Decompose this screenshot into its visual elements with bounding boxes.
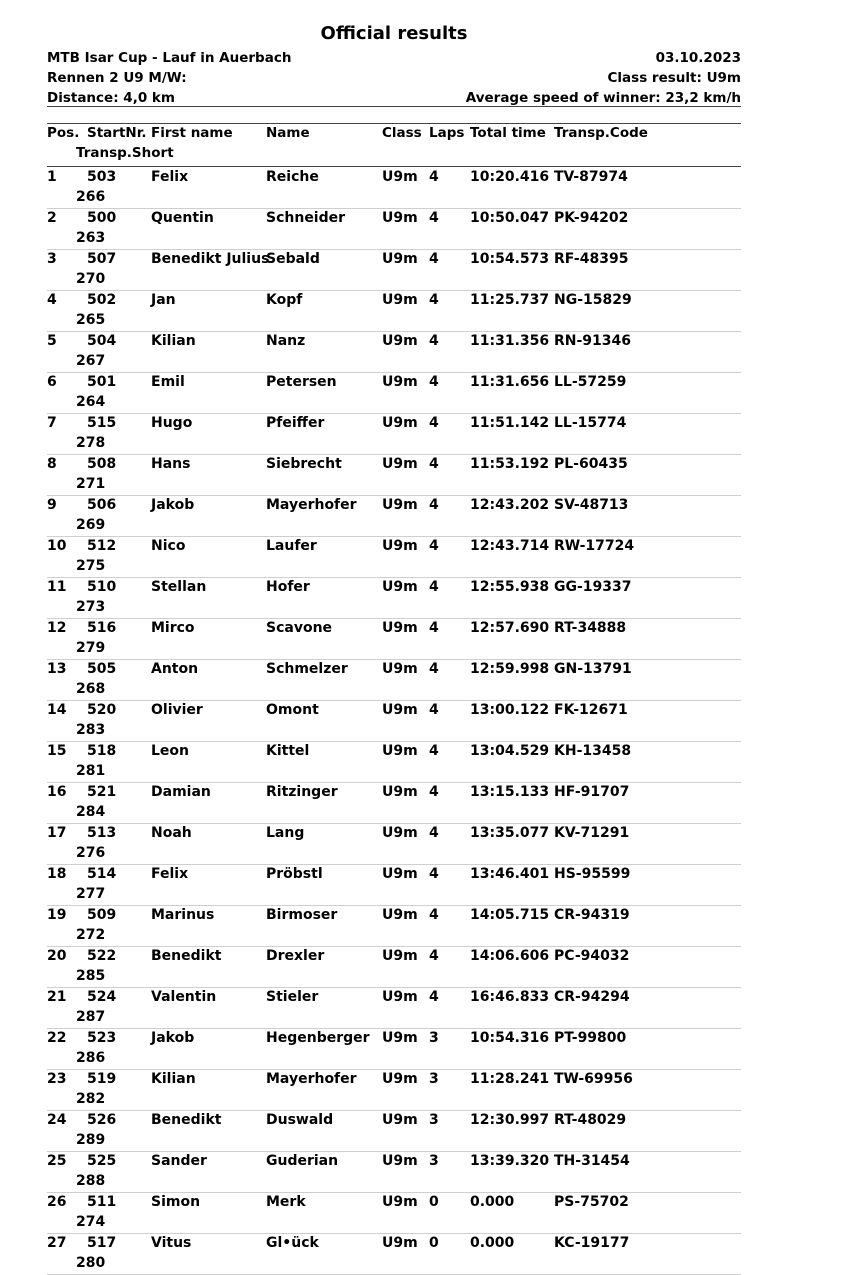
- row-first-name: Emil: [151, 374, 185, 390]
- row-start-number: 508: [87, 456, 117, 472]
- row-transp-code: HS-95599: [554, 866, 631, 882]
- row-class: U9m: [382, 1194, 418, 1210]
- column-header: [47, 123, 741, 168]
- event-info-right: [466, 48, 741, 108]
- race-distance: Distance: 4,0 km: [47, 90, 175, 106]
- row-name: Sebald: [266, 251, 320, 267]
- row-transp-short: 270: [76, 271, 106, 287]
- row-first-name: Noah: [151, 825, 192, 841]
- row-class: U9m: [382, 579, 418, 595]
- row-position: 10: [47, 538, 67, 554]
- row-position: 11: [47, 579, 67, 595]
- row-laps: 3: [429, 1071, 439, 1087]
- row-first-name: Valentin: [151, 989, 217, 1005]
- row-transp-short: 287: [76, 1009, 106, 1025]
- row-laps: 4: [429, 579, 439, 595]
- row-position: 14: [47, 702, 67, 718]
- table-row: [47, 619, 741, 660]
- col-pos: Pos.: [47, 125, 80, 141]
- row-transp-short: 274: [76, 1214, 106, 1230]
- row-name: Pröbstl: [266, 866, 323, 882]
- row-total-time: 11:51.142: [470, 415, 550, 431]
- row-name: Drexler: [266, 948, 325, 964]
- row-first-name: Hugo: [151, 415, 193, 431]
- row-transp-code: GN-13791: [554, 661, 632, 677]
- row-transp-short: 264: [76, 394, 106, 410]
- row-total-time: 11:31.356: [470, 333, 550, 349]
- row-laps: 3: [429, 1030, 439, 1046]
- row-class: U9m: [382, 210, 418, 226]
- row-class: U9m: [382, 907, 418, 923]
- row-laps: 0: [429, 1194, 439, 1210]
- row-position: 22: [47, 1030, 67, 1046]
- row-first-name: Benedikt: [151, 948, 222, 964]
- row-laps: 4: [429, 948, 439, 964]
- row-transp-short: 283: [76, 722, 106, 738]
- row-transp-short: 280: [76, 1255, 106, 1271]
- col-name: Name: [266, 125, 310, 141]
- row-first-name: Benedikt: [151, 1112, 222, 1128]
- row-name: Scavone: [266, 620, 333, 636]
- row-total-time: 13:04.529: [470, 743, 550, 759]
- row-name: Merk: [266, 1194, 306, 1210]
- row-transp-code: TH-31454: [554, 1153, 630, 1169]
- row-name: Schmelzer: [266, 661, 348, 677]
- table-row: [47, 373, 741, 414]
- row-transp-code: FK-12671: [554, 702, 628, 718]
- row-transp-short: 271: [76, 476, 106, 492]
- row-start-number: 522: [87, 948, 117, 964]
- col-startnr: StartNr.: [87, 125, 147, 141]
- table-row: [47, 783, 741, 824]
- row-start-number: 513: [87, 825, 117, 841]
- row-start-number: 521: [87, 784, 117, 800]
- row-transp-code: NG-15829: [554, 292, 632, 308]
- row-laps: 4: [429, 743, 439, 759]
- row-transp-code: KH-13458: [554, 743, 632, 759]
- race-name: Rennen 2 U9 M/W:: [47, 70, 187, 86]
- row-class: U9m: [382, 825, 418, 841]
- row-total-time: 14:06.606: [470, 948, 550, 964]
- row-total-time: 12:30.997: [470, 1112, 550, 1128]
- row-total-time: 10:54.316: [470, 1030, 550, 1046]
- row-position: 19: [47, 907, 67, 923]
- row-total-time: 0.000: [470, 1235, 515, 1251]
- row-first-name: Quentin: [151, 210, 214, 226]
- row-class: U9m: [382, 1030, 418, 1046]
- col-laps: Laps: [429, 125, 465, 141]
- row-first-name: Stellan: [151, 579, 207, 595]
- row-laps: 3: [429, 1112, 439, 1128]
- row-transp-short: 278: [76, 435, 106, 451]
- row-transp-code: PC-94032: [554, 948, 630, 964]
- row-name: Siebrecht: [266, 456, 342, 472]
- row-first-name: Jan: [151, 292, 176, 308]
- row-total-time: 10:54.573: [470, 251, 550, 267]
- table-row: [47, 824, 741, 865]
- row-start-number: 516: [87, 620, 117, 636]
- row-position: 16: [47, 784, 67, 800]
- row-name: Guderian: [266, 1153, 339, 1169]
- table-row: [47, 537, 741, 578]
- row-transp-short: 265: [76, 312, 106, 328]
- row-start-number: 507: [87, 251, 117, 267]
- row-transp-short: 282: [76, 1091, 106, 1107]
- row-position: 2: [47, 210, 57, 226]
- table-row: [47, 1152, 741, 1193]
- row-position: 25: [47, 1153, 67, 1169]
- row-class: U9m: [382, 1071, 418, 1087]
- row-name: Schneider: [266, 210, 346, 226]
- row-transp-code: LL-15774: [554, 415, 627, 431]
- row-total-time: 13:35.077: [470, 825, 550, 841]
- row-start-number: 510: [87, 579, 117, 595]
- row-position: 6: [47, 374, 57, 390]
- row-start-number: 520: [87, 702, 117, 718]
- row-transp-code: PK-94202: [554, 210, 629, 226]
- row-start-number: 512: [87, 538, 117, 554]
- row-laps: 4: [429, 538, 439, 554]
- row-position: 24: [47, 1112, 67, 1128]
- row-class: U9m: [382, 1153, 418, 1169]
- row-class: U9m: [382, 333, 418, 349]
- page-title: Official results: [320, 23, 468, 44]
- row-transp-short: 266: [76, 189, 106, 205]
- row-laps: 4: [429, 292, 439, 308]
- row-position: 20: [47, 948, 67, 964]
- row-transp-code: PS-75702: [554, 1194, 629, 1210]
- row-position: 15: [47, 743, 67, 759]
- row-laps: 4: [429, 661, 439, 677]
- row-name: Laufer: [266, 538, 317, 554]
- row-transp-code: HF-91707: [554, 784, 630, 800]
- row-total-time: 12:43.202: [470, 497, 550, 513]
- row-first-name: Anton: [151, 661, 199, 677]
- row-class: U9m: [382, 661, 418, 677]
- row-transp-short: 275: [76, 558, 106, 574]
- row-position: 3: [47, 251, 57, 267]
- event-header: [47, 46, 741, 107]
- row-total-time: 16:46.833: [470, 989, 550, 1005]
- row-first-name: Kilian: [151, 1071, 196, 1087]
- row-laps: 4: [429, 989, 439, 1005]
- table-row: [47, 660, 741, 701]
- row-start-number: 519: [87, 1071, 117, 1087]
- row-transp-code: GG-19337: [554, 579, 632, 595]
- row-transp-short: 279: [76, 640, 106, 656]
- row-start-number: 515: [87, 415, 117, 431]
- row-name: Pfeiffer: [266, 415, 325, 431]
- row-transp-code: SV-48713: [554, 497, 629, 513]
- row-name: Mayerhofer: [266, 1071, 357, 1087]
- row-class: U9m: [382, 251, 418, 267]
- row-total-time: 11:31.656: [470, 374, 550, 390]
- row-total-time: 10:50.047: [470, 210, 550, 226]
- row-laps: 4: [429, 620, 439, 636]
- row-name: Omont: [266, 702, 319, 718]
- row-total-time: 12:59.998: [470, 661, 550, 677]
- row-total-time: 12:43.714: [470, 538, 550, 554]
- event-date: 03.10.2023: [655, 50, 741, 66]
- row-laps: 4: [429, 825, 439, 841]
- row-transp-code: TV-87974: [554, 169, 628, 185]
- table-row: [47, 701, 741, 742]
- row-name: Birmoser: [266, 907, 338, 923]
- table-row: [47, 414, 741, 455]
- row-first-name: Jakob: [151, 1030, 195, 1046]
- row-transp-code: PT-99800: [554, 1030, 627, 1046]
- row-class: U9m: [382, 620, 418, 636]
- row-first-name: Felix: [151, 169, 189, 185]
- row-start-number: 514: [87, 866, 117, 882]
- row-first-name: Felix: [151, 866, 189, 882]
- table-row: [47, 1111, 741, 1152]
- row-laps: 4: [429, 251, 439, 267]
- row-start-number: 509: [87, 907, 117, 923]
- row-transp-code: TW-69956: [554, 1071, 633, 1087]
- row-transp-short: 284: [76, 804, 106, 820]
- row-start-number: 525: [87, 1153, 117, 1169]
- row-position: 27: [47, 1235, 67, 1251]
- row-total-time: 0.000: [470, 1194, 515, 1210]
- row-position: 8: [47, 456, 57, 472]
- row-name: Stieler: [266, 989, 319, 1005]
- table-row: [47, 1070, 741, 1111]
- row-transp-short: 272: [76, 927, 106, 943]
- results-table: [47, 168, 741, 1275]
- winner-average-speed: Average speed of winner: 23,2 km/h: [465, 90, 741, 106]
- row-transp-code: KC-19177: [554, 1235, 630, 1251]
- row-position: 21: [47, 989, 67, 1005]
- row-transp-code: RT-48029: [554, 1112, 627, 1128]
- row-class: U9m: [382, 497, 418, 513]
- row-first-name: Mirco: [151, 620, 195, 636]
- row-transp-short: 289: [76, 1132, 106, 1148]
- row-laps: 3: [429, 1153, 439, 1169]
- col-transp-code: Transp.Code: [554, 125, 648, 141]
- row-class: U9m: [382, 374, 418, 390]
- row-name: Duswald: [266, 1112, 334, 1128]
- col-total-time: Total time: [470, 125, 546, 141]
- row-name: Nanz: [266, 333, 306, 349]
- row-total-time: 11:53.192: [470, 456, 550, 472]
- row-position: 4: [47, 292, 57, 308]
- row-total-time: 13:00.122: [470, 702, 550, 718]
- row-class: U9m: [382, 948, 418, 964]
- row-position: 12: [47, 620, 67, 636]
- row-first-name: Leon: [151, 743, 190, 759]
- row-position: 1: [47, 169, 57, 185]
- row-first-name: Marinus: [151, 907, 215, 923]
- row-class: U9m: [382, 456, 418, 472]
- row-class: U9m: [382, 989, 418, 1005]
- table-row: [47, 1029, 741, 1070]
- class-result: Class result: U9m: [607, 70, 741, 86]
- row-laps: 4: [429, 784, 439, 800]
- row-start-number: 503: [87, 169, 117, 185]
- row-start-number: 502: [87, 292, 117, 308]
- table-row: [47, 1234, 741, 1275]
- row-name: Hegenberger: [266, 1030, 370, 1046]
- row-laps: 4: [429, 169, 439, 185]
- row-transp-short: 285: [76, 968, 106, 984]
- row-total-time: 11:28.241: [470, 1071, 550, 1087]
- row-total-time: 11:25.737: [470, 292, 550, 308]
- row-transp-short: 276: [76, 845, 106, 861]
- row-name: Kopf: [266, 292, 303, 308]
- row-class: U9m: [382, 1235, 418, 1251]
- table-row: [47, 455, 741, 496]
- table-row: [47, 496, 741, 537]
- row-position: 17: [47, 825, 67, 841]
- col-first-name: First name: [151, 125, 233, 141]
- row-position: 7: [47, 415, 57, 431]
- row-total-time: 10:20.416: [470, 169, 550, 185]
- row-total-time: 12:55.938: [470, 579, 550, 595]
- row-start-number: 518: [87, 743, 117, 759]
- row-position: 26: [47, 1194, 67, 1210]
- row-start-number: 505: [87, 661, 117, 677]
- row-transp-code: PL-60435: [554, 456, 628, 472]
- row-transp-short: 277: [76, 886, 106, 902]
- row-first-name: Hans: [151, 456, 191, 472]
- row-transp-code: CR-94294: [554, 989, 630, 1005]
- results-sheet: [47, 22, 741, 1275]
- row-position: 23: [47, 1071, 67, 1087]
- row-start-number: 504: [87, 333, 117, 349]
- event-name: MTB Isar Cup - Lauf in Auerbach: [47, 50, 292, 66]
- row-total-time: 12:57.690: [470, 620, 550, 636]
- table-row: [47, 291, 741, 332]
- table-row: [47, 906, 741, 947]
- row-transp-code: LL-57259: [554, 374, 627, 390]
- row-transp-code: RN-91346: [554, 333, 632, 349]
- table-row: [47, 988, 741, 1029]
- row-transp-short: 267: [76, 353, 106, 369]
- row-transp-code: RT-34888: [554, 620, 627, 636]
- row-first-name: Nico: [151, 538, 186, 554]
- row-laps: 4: [429, 497, 439, 513]
- table-row: [47, 865, 741, 906]
- row-position: 9: [47, 497, 57, 513]
- row-class: U9m: [382, 1112, 418, 1128]
- row-transp-code: CR-94319: [554, 907, 630, 923]
- row-class: U9m: [382, 702, 418, 718]
- row-start-number: 500: [87, 210, 117, 226]
- table-row: [47, 250, 741, 291]
- row-class: U9m: [382, 292, 418, 308]
- row-start-number: 517: [87, 1235, 117, 1251]
- row-class: U9m: [382, 866, 418, 882]
- row-class: U9m: [382, 169, 418, 185]
- row-laps: 0: [429, 1235, 439, 1251]
- table-row: [47, 1193, 741, 1234]
- row-position: 5: [47, 333, 57, 349]
- row-total-time: 13:46.401: [470, 866, 550, 882]
- row-total-time: 13:39.320: [470, 1153, 550, 1169]
- row-start-number: 524: [87, 989, 117, 1005]
- row-name: Lang: [266, 825, 305, 841]
- row-name: Mayerhofer: [266, 497, 357, 513]
- row-position: 18: [47, 866, 67, 882]
- row-transp-short: 286: [76, 1050, 106, 1066]
- row-first-name: Benedikt Julius: [151, 251, 270, 267]
- row-laps: 4: [429, 702, 439, 718]
- row-laps: 4: [429, 374, 439, 390]
- table-row: [47, 209, 741, 250]
- row-start-number: 506: [87, 497, 117, 513]
- row-laps: 4: [429, 866, 439, 882]
- table-row: [47, 332, 741, 373]
- row-class: U9m: [382, 784, 418, 800]
- table-row: [47, 168, 741, 209]
- row-transp-code: RW-17724: [554, 538, 635, 554]
- row-first-name: Jakob: [151, 497, 195, 513]
- row-name: Kittel: [266, 743, 310, 759]
- row-transp-short: 273: [76, 599, 106, 615]
- row-name: Ritzinger: [266, 784, 338, 800]
- row-name: Hofer: [266, 579, 310, 595]
- table-row: [47, 947, 741, 988]
- col-class: Class: [382, 125, 422, 141]
- row-start-number: 511: [87, 1194, 117, 1210]
- row-start-number: 523: [87, 1030, 117, 1046]
- row-position: 13: [47, 661, 67, 677]
- row-total-time: 14:05.715: [470, 907, 550, 923]
- row-transp-short: 263: [76, 230, 106, 246]
- row-name: Gl•ück: [266, 1235, 319, 1251]
- row-transp-short: 269: [76, 517, 106, 533]
- row-start-number: 526: [87, 1112, 117, 1128]
- row-transp-code: KV-71291: [554, 825, 630, 841]
- row-laps: 4: [429, 907, 439, 923]
- row-first-name: Damian: [151, 784, 211, 800]
- row-first-name: Sander: [151, 1153, 207, 1169]
- row-transp-short: 288: [76, 1173, 106, 1189]
- row-laps: 4: [429, 333, 439, 349]
- row-transp-short: 281: [76, 763, 106, 779]
- header-divider: [47, 166, 741, 167]
- row-class: U9m: [382, 415, 418, 431]
- row-name: Petersen: [266, 374, 337, 390]
- row-total-time: 13:15.133: [470, 784, 550, 800]
- row-transp-code: RF-48395: [554, 251, 629, 267]
- row-start-number: 501: [87, 374, 117, 390]
- row-first-name: Kilian: [151, 333, 196, 349]
- row-first-name: Simon: [151, 1194, 201, 1210]
- col-transp-short: Transp.Short: [76, 145, 174, 161]
- row-transp-short: 268: [76, 681, 106, 697]
- row-name: Reiche: [266, 169, 319, 185]
- row-class: U9m: [382, 743, 418, 759]
- table-row: [47, 578, 741, 619]
- row-laps: 4: [429, 210, 439, 226]
- row-first-name: Olivier: [151, 702, 203, 718]
- row-laps: 4: [429, 415, 439, 431]
- row-laps: 4: [429, 456, 439, 472]
- table-row: [47, 742, 741, 783]
- row-first-name: Vitus: [151, 1235, 192, 1251]
- row-class: U9m: [382, 538, 418, 554]
- event-info-left: [47, 48, 291, 108]
